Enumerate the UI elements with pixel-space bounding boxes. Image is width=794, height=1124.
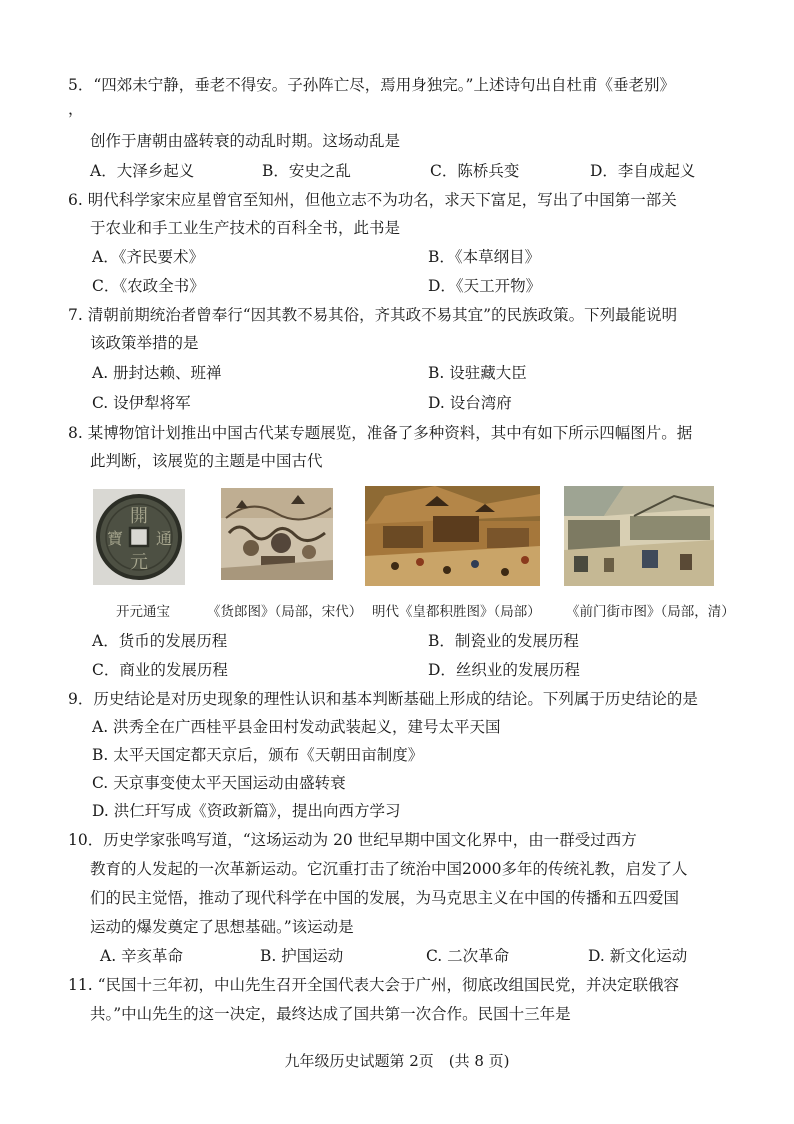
q9-option-c: C. 天京事变使太平天国运动由盛转衰 [92,774,346,792]
q7-option-a: A. 册封达赖、班禅 [92,364,222,382]
qianmen-painting-image [564,486,714,586]
huangdu-drawing [365,486,540,586]
coin-char-top: 開 [130,506,148,527]
coin-char-bottom: 元 [130,552,148,573]
coin-char-right: 通 [155,529,173,548]
caption-kaiyuan-coin: 开元通宝 [116,604,170,620]
q7-line2: 该政策举措的是 [90,334,199,352]
q8-line1: 8. 某博物馆计划推出中国古代某专题展览，准备了多种资料，其中有如下所示四幅图片。据 [68,424,693,442]
q5-line2: 创作于唐朝由盛转衰的动乱时期。这场动乱是 [90,132,401,150]
q6-option-b: B．《本草纲目》 [428,248,541,266]
caption-huangdu: 明代《皇都积胜图》（局部） [372,604,541,620]
q6-option-c: C．《农政全书》 [92,277,205,295]
q10-line3: 们的民主觉悟，推动了现代科学在中国的发展，为马克思主义在中国的传播和五四爱国 [90,889,680,907]
q10-option-d: D. 新文化运动 [588,947,688,965]
qianmen-drawing [564,486,714,586]
caption-huolang: 《货郎图》（局部，宋代） [207,604,363,620]
q5-option-c: C．陈桥兵变 [430,162,520,180]
huolang-drawing [221,488,333,580]
caption-qianmen: 《前门街市图》（局部，清） [566,604,735,620]
q7-option-c: C. 设伊犁将军 [92,394,191,412]
q7-line1: 7. 清朝前期统治者曾奉行“因其教不易其俗，齐其政不易其宜”的民族政策。下列最能说明 [68,306,678,324]
q8-option-c: C．商业的发展历程 [92,661,228,679]
q9-line1: 9．历史结论是对历史现象的理性认识和基本判断基础上形成的结论。下列属于历史结论的是 [68,690,698,708]
q7-option-d: D. 设台湾府 [428,394,512,412]
coin-char-left: 寶 [106,529,124,548]
q10-line1: 10．历史学家张鸣写道，“这场运动为 20 世纪早期中国文化界中，由一群受过西方 [68,831,637,849]
q10-option-c: C. 二次革命 [426,947,510,965]
q6-option-a: A．《齐民要术》 [92,248,204,266]
page-footer: 九年级历史试题第 2页 (共 8 页) [284,1052,510,1070]
q7-option-b: B. 设驻藏大臣 [428,364,527,382]
q10-line4: 运动的爆发奠定了思想基础。”该运动是 [90,918,354,936]
q6-option-d: D．《天工开物》 [428,277,542,295]
kaiyuan-coin-image [93,489,185,585]
q10-option-b: B. 护国运动 [260,947,344,965]
q6-line2: 于农业和手工业生产技术的百科全书，此书是 [90,219,401,237]
q5-stray-comma: ， [68,100,84,118]
q9-option-b: B. 太平天国定都天京后，颁布《天朝田亩制度》 [92,746,424,764]
q5-option-b: B．安史之乱 [262,162,351,180]
q8-option-b: B．制瓷业的发展历程 [428,632,579,650]
q8-option-a: A．货币的发展历程 [92,632,228,650]
q11-line1: 11. “民国十三年初，中山先生召开全国代表大会于广州，彻底改组国民党，并决定联俄容 [68,976,680,994]
huangdu-painting-image [365,486,540,586]
q11-line2: 共。”中山先生的这一决定，最终达成了国共第一次合作。民国十三年是 [90,1005,571,1023]
q5-option-d: D．李自成起义 [590,162,696,180]
q9-option-d: D. 洪仁玕写成《资政新篇》，提出向西方学习 [92,802,401,820]
q5-option-a: A．大泽乡起义 [90,162,195,180]
coin-drawing [93,489,185,585]
q6-line1: 6. 明代科学家宋应星曾官至知州，但他立志不为功名，求天下富足，写出了中国第一部关 [68,191,677,209]
q8-option-d: D．丝织业的发展历程 [428,661,580,679]
q10-line2: 教育的人发起的一次革新运动。它沉重打击了统治中国2000多年的传统礼教，启发了人 [90,860,688,878]
q5-line1: 5．“四郊未宁静，垂老不得安。子孙阵亡尽，焉用身独完。”上述诗句出自杜甫《垂老别》 [68,76,675,94]
q9-option-a: A. 洪秀全在广西桂平县金田村发动武装起义，建号太平天国 [92,718,501,736]
huolang-painting-image [221,488,333,580]
q8-line2: 此判断，该展览的主题是中国古代 [90,452,323,470]
q10-option-a: A. 辛亥革命 [100,947,184,965]
